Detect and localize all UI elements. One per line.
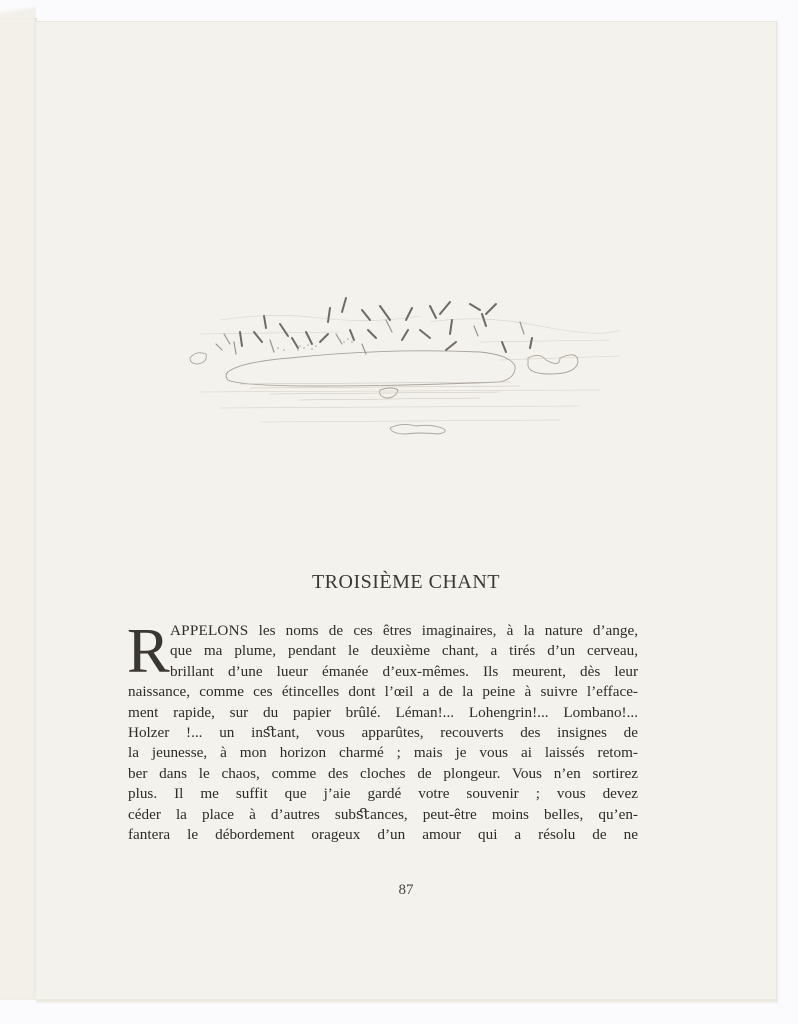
page-bottom-edge — [36, 999, 776, 1002]
text-line: fantera le débordement orageux d’un amour qui a résolu de ne — [128, 825, 638, 843]
left-page-corner — [0, 0, 36, 20]
text-line: naissance, comme ces étincelles dont l’œil a de la peine à suivre l’efface- — [128, 683, 638, 701]
body-text — [127, 615, 638, 845]
text-line: Holzer !... un inﬆant, vous apparûtes, recouverts des insignes de — [128, 723, 638, 741]
text-line: que ma plume, pendant le deuxième chant, a tirés d’un cerveau, — [170, 642, 638, 660]
text-line: plus. Il me suffit que j’aie gardé votre souvenir ; vous devez — [128, 785, 638, 803]
first-word: APPELONS — [170, 622, 249, 639]
text-line: la jeunesse, à mon horizon charmé ; mais je vous ai laissés retom- — [128, 744, 638, 762]
left-page-edge — [0, 18, 37, 1000]
text-line: brillant d’une lueur émanée d’eux-mêmes. Ils meurent, dès leur — [170, 662, 638, 680]
text-line: APPELONS les noms de ces êtres imaginaires, à la nature d’ange, — [170, 622, 638, 639]
book-page — [36, 21, 777, 1002]
drop-cap: R — [127, 615, 170, 686]
text-line: ber dans le chaos, comme des cloches de plongeur. Vous n’en sortirez — [128, 764, 638, 782]
etching-illustration — [180, 282, 620, 452]
page-number: 87 — [398, 882, 414, 898]
text-line: ment rapide, sur du papier brûlé. Léman!... Lohengrin!... Lombano!... — [128, 703, 638, 721]
chapter-title: TROISIÈME CHANT — [311, 571, 501, 593]
text-line: céder la place à d’autres subﬆances, peut-être moins belles, qu’en- — [128, 805, 638, 823]
